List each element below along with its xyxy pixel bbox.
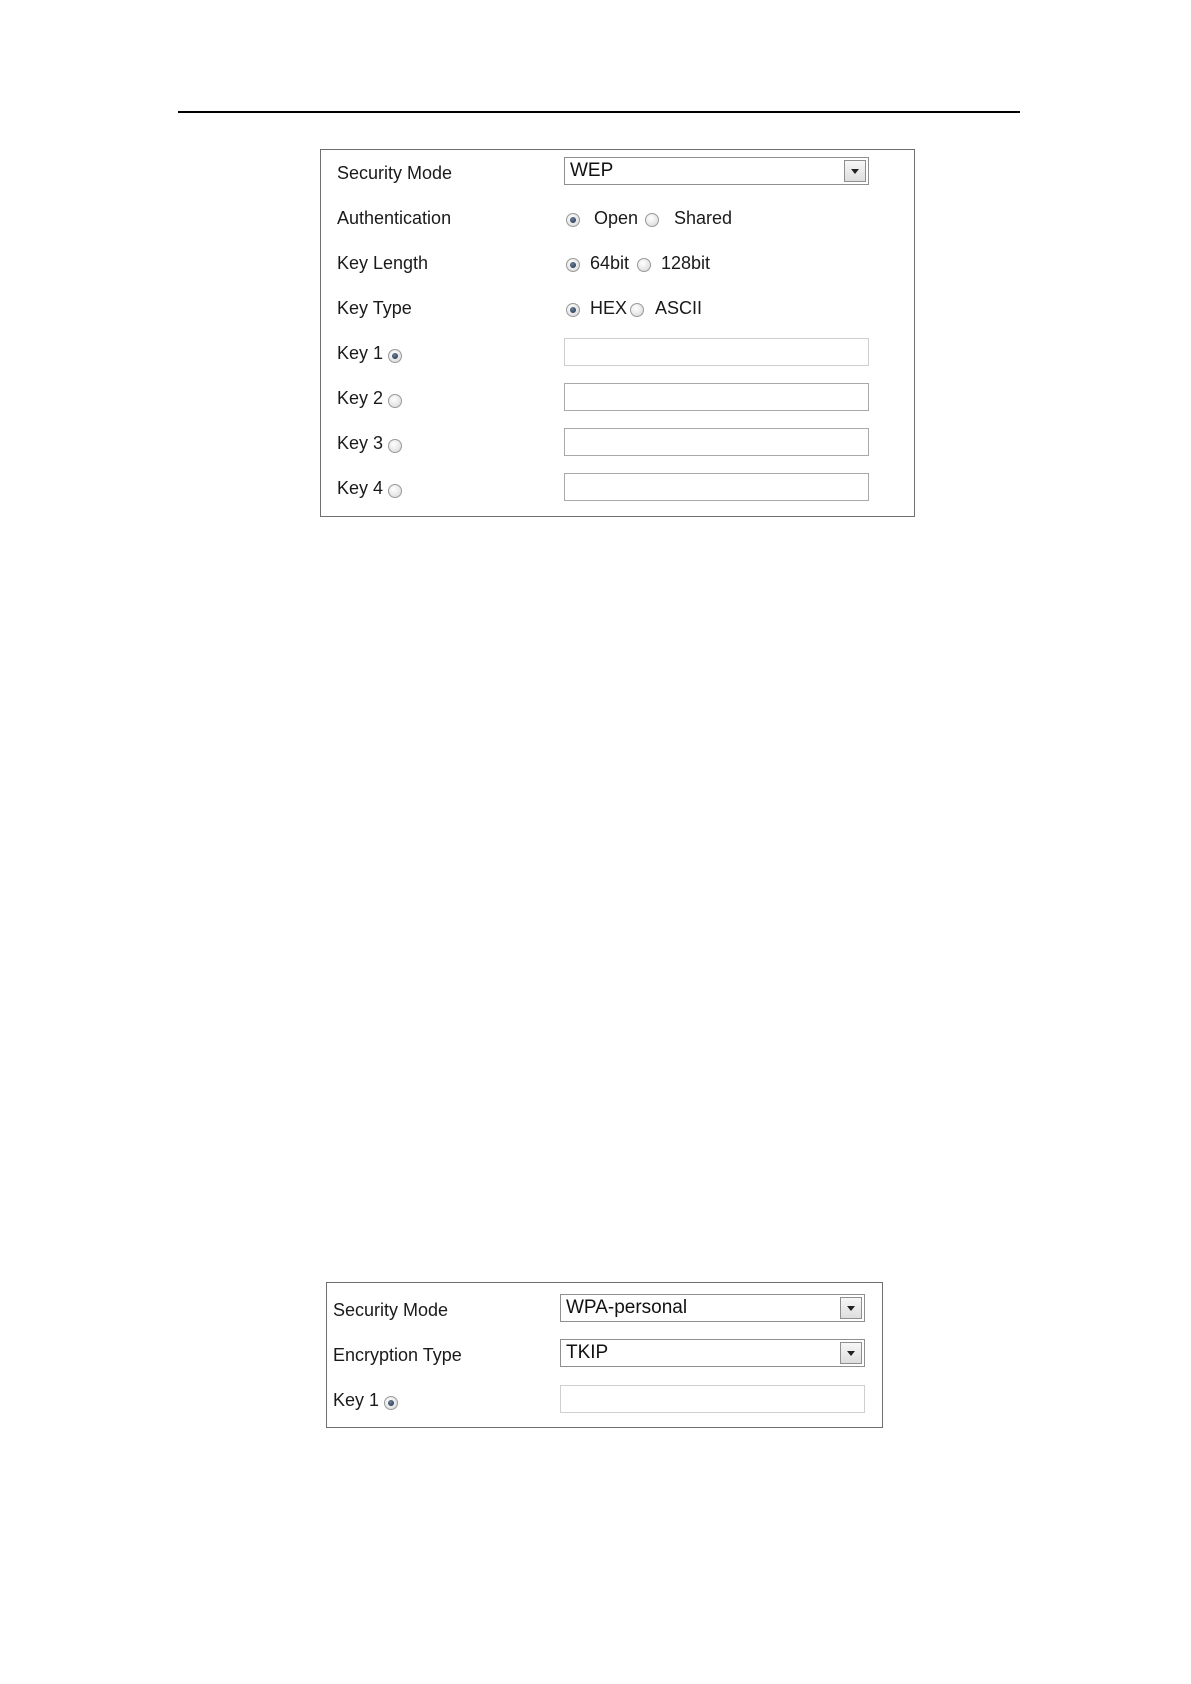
key-length-64bit-label: 64bit xyxy=(590,253,630,273)
key4-input[interactable] xyxy=(564,473,869,501)
chevron-down-icon[interactable] xyxy=(840,1342,862,1364)
key4-label: Key 4 xyxy=(337,478,384,498)
key-type-ascii-label: ASCII xyxy=(655,298,703,318)
key1-input[interactable] xyxy=(564,338,869,366)
key-type-ascii-radio[interactable] xyxy=(630,303,644,317)
key-type-label: Key Type xyxy=(337,298,412,318)
wpa-key1-label: Key 1 xyxy=(333,1390,380,1410)
security-mode-label: Security Mode xyxy=(337,163,453,183)
chevron-down-icon[interactable] xyxy=(844,160,866,182)
auth-shared-label: Shared xyxy=(674,208,733,228)
key2-input[interactable] xyxy=(564,383,869,411)
auth-open-radio[interactable] xyxy=(566,213,580,227)
wpa-security-mode-select[interactable] xyxy=(560,1294,865,1322)
key-length-128bit-radio[interactable] xyxy=(637,258,651,272)
wpa-security-mode-value: WPA-personal xyxy=(566,1297,688,1318)
chevron-down-icon[interactable] xyxy=(840,1297,862,1319)
page-header-rule xyxy=(178,111,1020,113)
key2-label: Key 2 xyxy=(337,388,384,408)
key-length-label: Key Length xyxy=(337,253,429,273)
encryption-type-value: TKIP xyxy=(566,1342,609,1363)
key-type-hex-label: HEX xyxy=(590,298,628,318)
wpa-settings-panel xyxy=(326,1282,883,1428)
security-mode-select[interactable] xyxy=(564,157,869,185)
key-length-64bit-radio[interactable] xyxy=(566,258,580,272)
key-length-128bit-label: 128bit xyxy=(661,253,711,273)
key3-radio[interactable] xyxy=(388,439,402,453)
encryption-type-label: Encryption Type xyxy=(333,1345,462,1365)
auth-shared-radio[interactable] xyxy=(645,213,659,227)
key-type-hex-radio[interactable] xyxy=(566,303,580,317)
wep-settings-panel xyxy=(320,149,915,517)
key1-radio[interactable] xyxy=(388,349,402,363)
wpa-key1-input[interactable] xyxy=(560,1385,865,1413)
key3-input[interactable] xyxy=(564,428,869,456)
key4-radio[interactable] xyxy=(388,484,402,498)
key3-label: Key 3 xyxy=(337,433,384,453)
authentication-label: Authentication xyxy=(337,208,452,228)
wpa-security-mode-label: Security Mode xyxy=(333,1300,449,1320)
key2-radio[interactable] xyxy=(388,394,402,408)
security-mode-value: WEP xyxy=(570,160,614,181)
encryption-type-select[interactable] xyxy=(560,1339,865,1367)
wpa-key1-radio[interactable] xyxy=(384,1396,398,1410)
auth-open-label: Open xyxy=(594,208,639,228)
key1-label: Key 1 xyxy=(337,343,384,363)
